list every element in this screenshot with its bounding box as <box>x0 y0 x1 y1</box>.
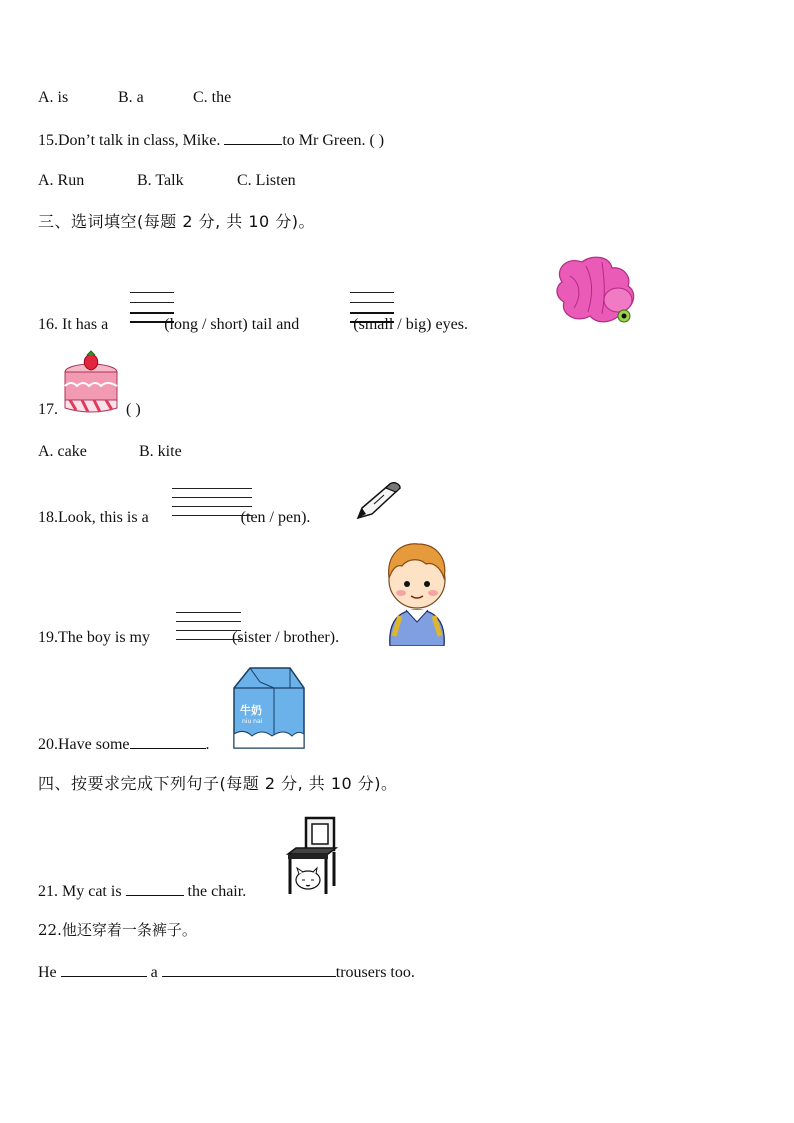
q15-suffix: to Mr Green. <box>282 132 366 149</box>
q16-suffix: (small / big) eyes. <box>353 316 468 333</box>
q16-blank-1[interactable] <box>130 292 174 328</box>
q14-options <box>38 88 231 108</box>
q14-option-c: C. the <box>193 89 232 106</box>
milk-label-cn: 牛奶 <box>240 704 262 717</box>
q17-option-b: B. kite <box>139 443 182 460</box>
q19-prefix: 19.The boy is my <box>38 629 150 646</box>
q15-option-a: A. Run <box>38 172 85 189</box>
q17-line <box>38 400 141 420</box>
q15-blank[interactable] <box>224 130 282 145</box>
q15-options <box>38 171 296 191</box>
q18-blank[interactable] <box>172 488 252 522</box>
q20-blank[interactable] <box>130 734 206 749</box>
goldfish-icon <box>552 252 642 328</box>
section-3-title: 三、选词填空(每题 2 分, 共 10 分)。 <box>38 212 316 231</box>
q17-prefix: 17. <box>38 401 58 418</box>
q22-word-a: a <box>150 964 158 981</box>
q18-prefix: 18.Look, this is a <box>38 509 149 526</box>
q20-suffix: . <box>205 736 210 753</box>
q20-prefix: 20.Have some <box>38 736 130 753</box>
q16-prefix: 16. It has a <box>38 316 109 333</box>
q22-blank-2[interactable] <box>162 962 336 977</box>
q21-blank[interactable] <box>126 881 184 896</box>
q21-prefix: 21. My cat is <box>38 883 122 900</box>
q15-paren[interactable]: ( ) <box>369 132 385 149</box>
q18-suffix: (ten / pen). <box>240 509 311 526</box>
q21-line <box>38 881 246 902</box>
q16-blank-2[interactable] <box>350 292 394 328</box>
q22-blank-1[interactable] <box>61 962 147 977</box>
pen-icon <box>352 478 406 522</box>
chair-cat-icon <box>282 814 342 896</box>
boy-icon <box>382 540 452 646</box>
q22-word-he: He <box>38 964 57 981</box>
q15-option-c: C. Listen <box>237 172 296 189</box>
q14-option-a: A. is <box>38 89 69 106</box>
q19-blank[interactable] <box>176 612 241 644</box>
q22-suffix: trousers too. <box>335 964 415 981</box>
q22-line <box>38 962 415 983</box>
section-4-title: 四、按要求完成下列句子(每题 2 分, 共 10 分)。 <box>38 774 398 793</box>
q14-option-b: B. a <box>118 89 144 106</box>
q15-line <box>38 130 384 151</box>
q20-line <box>38 734 210 755</box>
q22-prompt: 22.他还穿着一条裤子。 <box>38 921 197 939</box>
q15-option-b: B. Talk <box>137 172 184 189</box>
q15-prefix: 15.Don’t talk in class, Mike. <box>38 132 221 149</box>
q16-line <box>38 315 468 335</box>
q17-options <box>38 442 182 462</box>
milk-carton-icon <box>230 664 308 750</box>
milk-label-pinyin: niu nai <box>242 718 263 725</box>
q21-suffix: the chair. <box>187 883 247 900</box>
q19-suffix: (sister / brother). <box>232 629 340 646</box>
q17-option-a: A. cake <box>38 443 87 460</box>
q16-mid: (long / short) tail and <box>164 316 300 333</box>
q17-paren[interactable]: ( ) <box>126 401 141 418</box>
